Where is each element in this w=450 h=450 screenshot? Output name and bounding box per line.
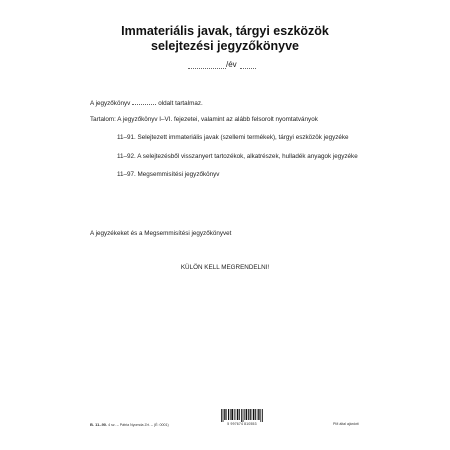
footer-form-code	[90, 422, 169, 427]
footer-sheets: 4 sz.	[108, 423, 116, 427]
document-title-line-2: selejtezési jegyzőkönyve	[151, 39, 299, 53]
contents-item-92: 11–92. A selejtezésből visszanyert tartozékok, alkatrészek, hulladék anyagok jegyzéke	[117, 153, 358, 160]
year-blank	[188, 61, 226, 69]
pages-line-before: A jegyzőkönyv	[90, 100, 131, 107]
pages-line-after: oldalt tartalmaz.	[158, 100, 203, 107]
pages-line	[90, 100, 203, 107]
footer-code: B. 11–90.	[90, 422, 108, 427]
document-title-line-1: Immateriális javak, tárgyi eszközök	[121, 24, 329, 38]
pages-blank	[132, 104, 156, 105]
barcode-number: 5 997674 810553	[227, 422, 257, 426]
separate-order-line: A jegyzékeket és a Megsemmisítési jegyzőkönyvet	[90, 230, 232, 237]
barcode-icon	[221, 409, 263, 422]
year-suffix: /év	[226, 60, 237, 69]
year-blank-trailing	[240, 61, 256, 69]
contents-item-91: 11–91. Selejtezett immateriális javak (szellemi termékek), tárgyi eszközök jegyzéke	[117, 134, 349, 141]
footer-right-note: PM által ajánlott	[333, 422, 359, 426]
contents-item-97: 11–97. Megsemmisítési jegyzőkönyv	[117, 171, 220, 178]
contents-line: Tartalom: A jegyzőkönyv I–VI. fejezetei, valamint az alább felsorolt nyomtatványok	[90, 116, 318, 123]
order-separately-notice: KÜLÖN KELL MEGRENDELNI!	[180, 264, 270, 271]
footer-publisher: – Pátria Nyomda Zrt. – (É: 0001)	[116, 423, 169, 427]
year-field	[188, 60, 256, 69]
